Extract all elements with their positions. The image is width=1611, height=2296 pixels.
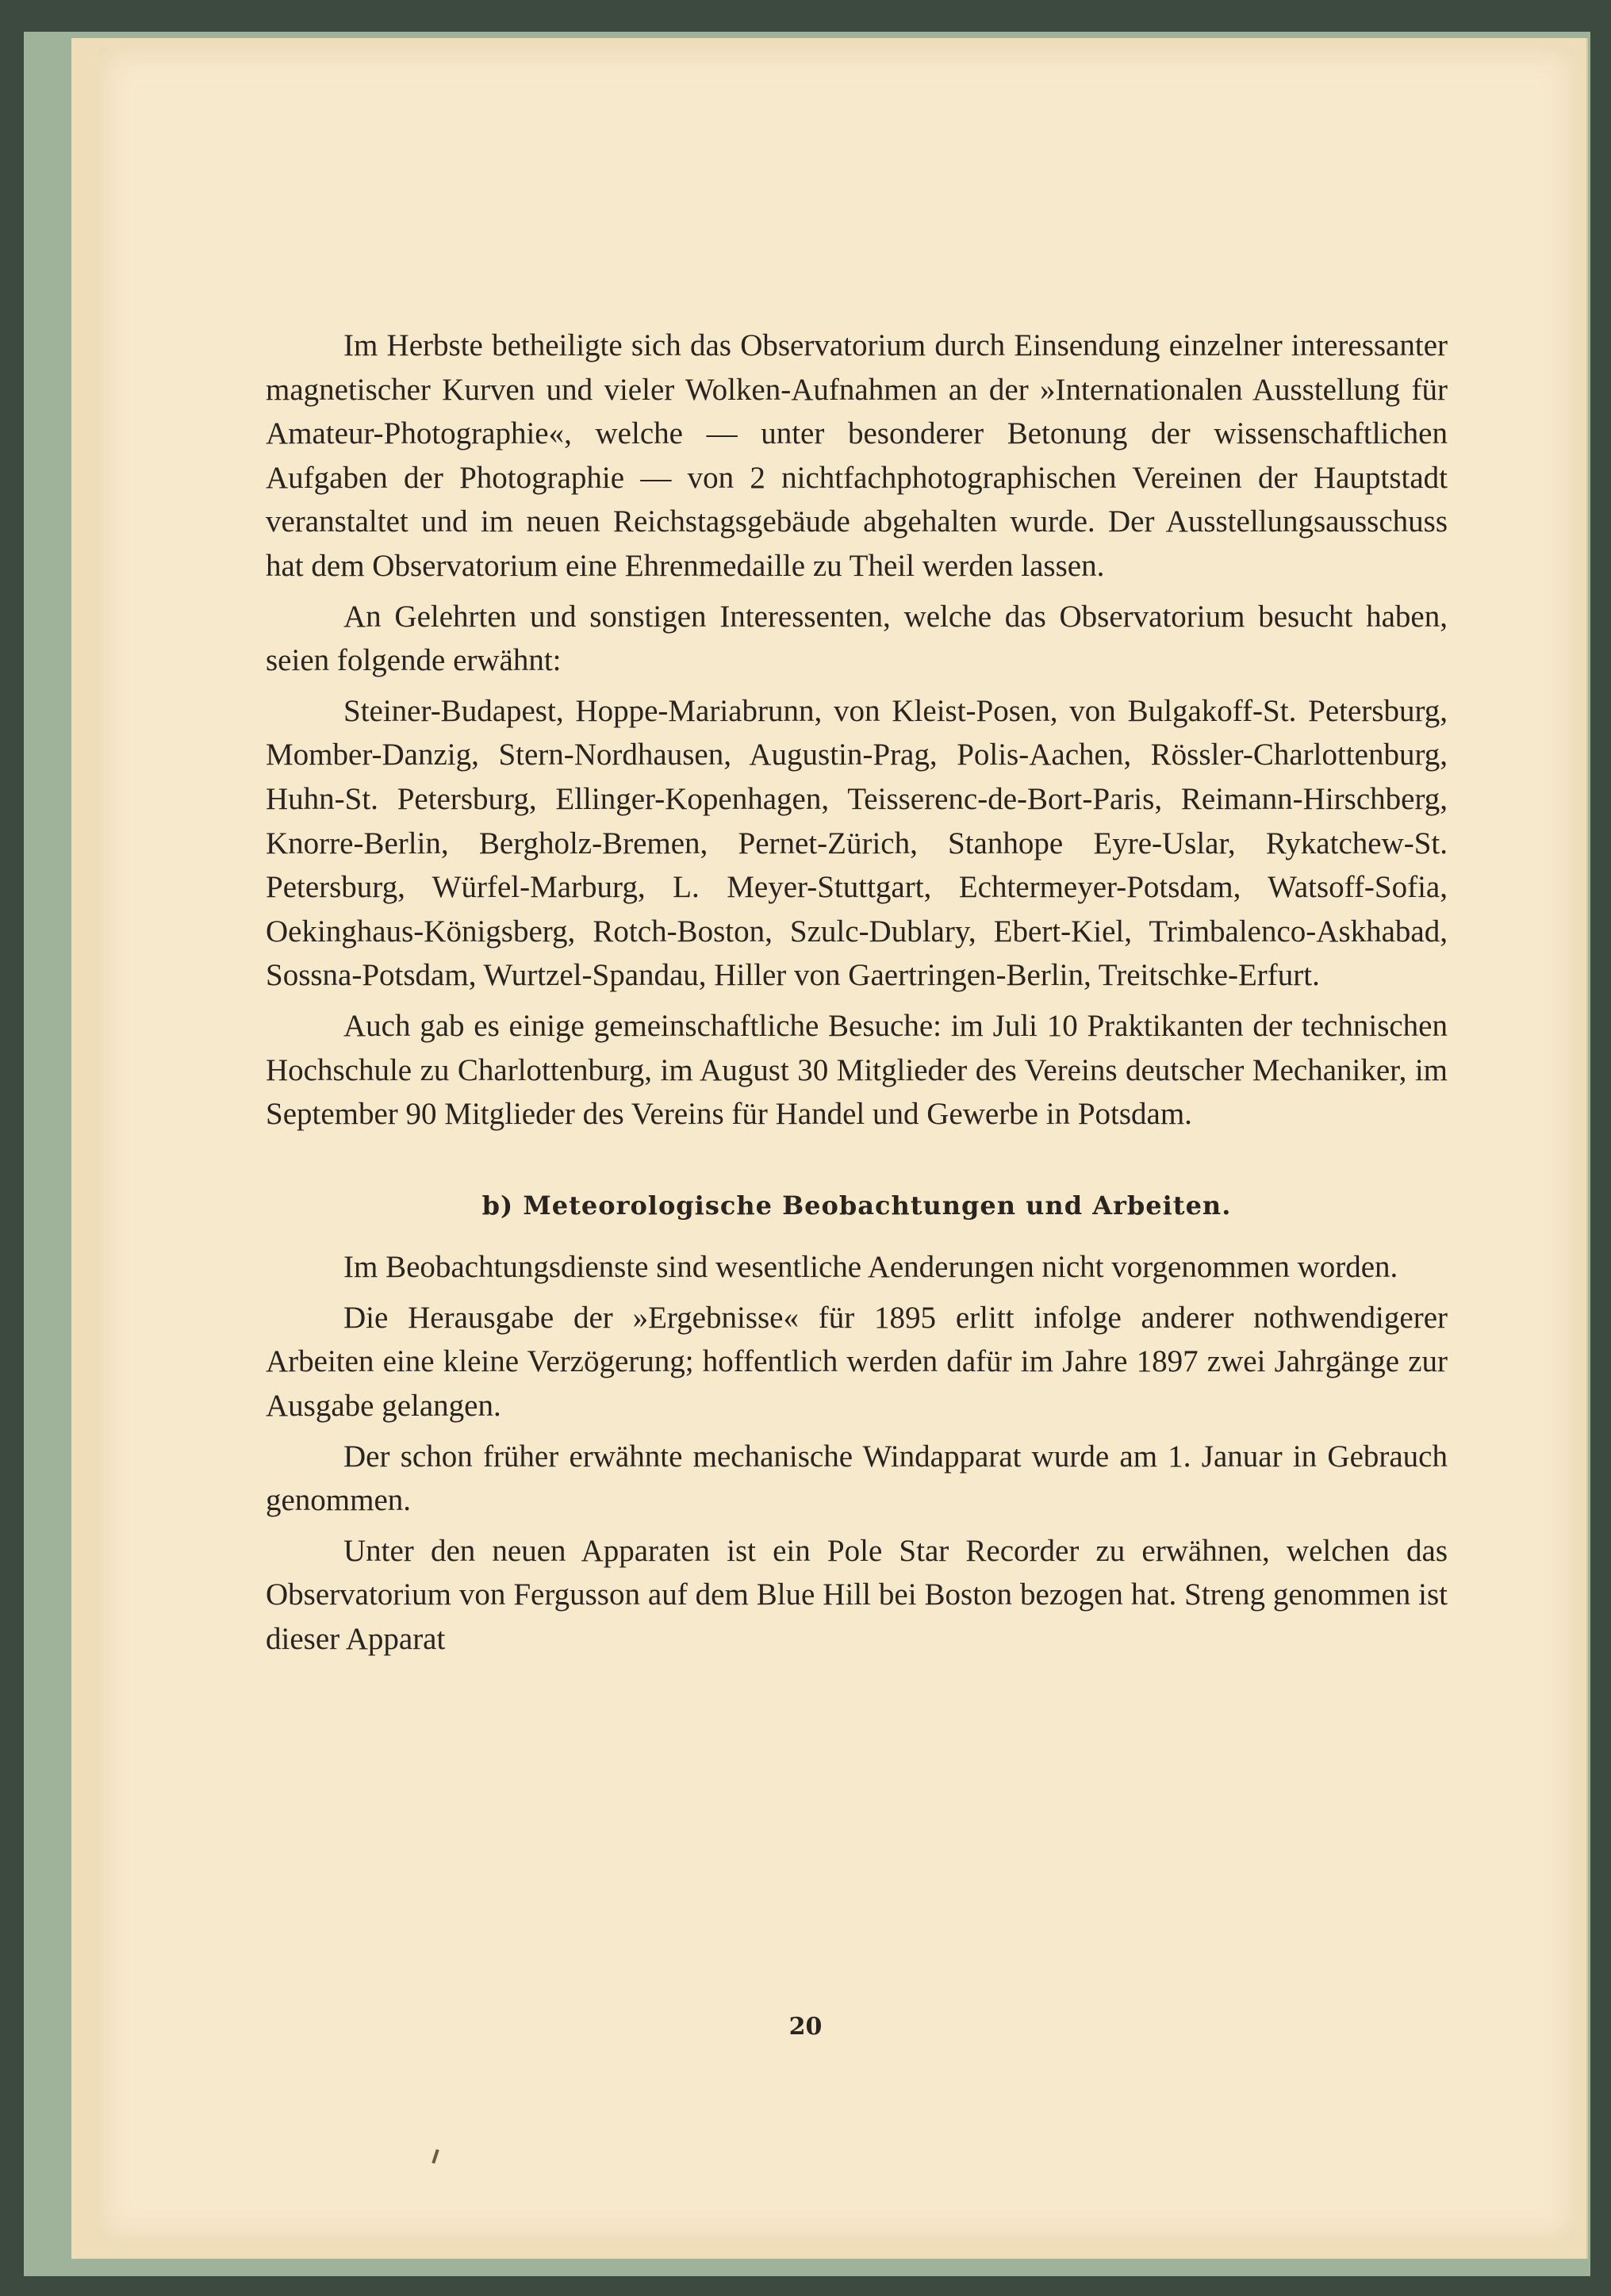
paragraph-windapparat: Der schon früher erwähnte mechanische Windapparat wurde am 1. Januar in Gebrauch genommen. — [266, 1439, 1448, 1518]
paragraph-visitors-intro: An Gelehrten und sonstigen Interessenten, welche das Observatorium besucht haben, seien folgende erwähnt: — [266, 599, 1448, 678]
paragraph-observation-service: Im Beobachtungsdienste sind wesentliche Aenderungen nicht vorgenommen worden. — [343, 1250, 1398, 1285]
page-number: 20 — [788, 2013, 823, 2041]
paragraph-ergebnisse: Die Herausgabe der »Ergebnisse« für 1895 erlitt infolge anderer nothwendigerer Arbeiten eine kleine Verzögerung; hoffentlich werden dafür im Jahre 1897 zwei Jahrgänge zur Ausgabe gelangen. — [266, 1300, 1448, 1424]
body-text — [266, 324, 1448, 1662]
paragraph-exhibition: Im Herbste betheiligte sich das Observatorium durch Einsendung einzelner interessanter magnetischer Kurven und vieler Wolken-Aufnahmen an der »Internationalen Ausstellung für Amateur-Photographie«, welche — unter besonderer Betonung der wissenschaftlichen Aufgaben der Photographie — von 2 nichtfachphotographischen Vereinen der Hauptstadt veranstaltet und im neuen Reichstagsgebäude abgehalten wurde. Der Ausstellungsausschuss hat dem Observatorium eine Ehrenmedaille zu Theil werden lassen. — [266, 328, 1448, 583]
paragraph-pole-star-recorder: Unter den neuen Apparaten ist ein Pole Star Recorder zu erwähnen, welchen das Observatorium von Fergusson auf dem Blue Hill bei Boston bezogen hat. Streng genommen ist dieser Apparat — [266, 1533, 1448, 1657]
paragraph-visitors-list: Steiner-Budapest, Hoppe-Mariabrunn, von Kleist-Posen, von Bulgakoff-St. Petersburg, Momber-Danzig, Stern-Nordhausen, Augustin-Prag, Polis-Aachen, Rössler-Charlottenburg, Huhn-St. Petersburg, Ellinger-Kopenhagen, Teisserenc-de-Bort-Paris, Reimann-Hirschberg, Knorre-Berlin, Bergholz-Bremen, Pernet-Zürich, Stanhope Eyre-Uslar, Rykatchew-St. Petersburg, Würfel-Marburg, L. Meyer-Stuttgart, Echtermeyer-Potsdam, Watsoff-Sofia, Oekinghaus-Königsberg, Rotch-Boston, Szulc-Dublary, Ebert-Kiel, Trimbalenco-Askhabad, Sossna-Potsdam, Wurtzel-Spandau, Hiller von Gaertringen-Berlin, Treitschke-Erfurt. — [266, 693, 1448, 993]
paragraph-group-visits: Auch gab es einige gemeinschaftliche Besuche: im Juli 10 Praktikanten der technischen Hochschule zu Charlottenburg, im August 30 Mitglieder des Vereins deutscher Mechaniker, im September 90 Mitglieder des Vereins für Handel und Gewerbe in Potsdam. — [266, 1008, 1448, 1132]
section-heading: b) Meteorologische Beobachtungen und Arbeiten. — [481, 1190, 1232, 1221]
